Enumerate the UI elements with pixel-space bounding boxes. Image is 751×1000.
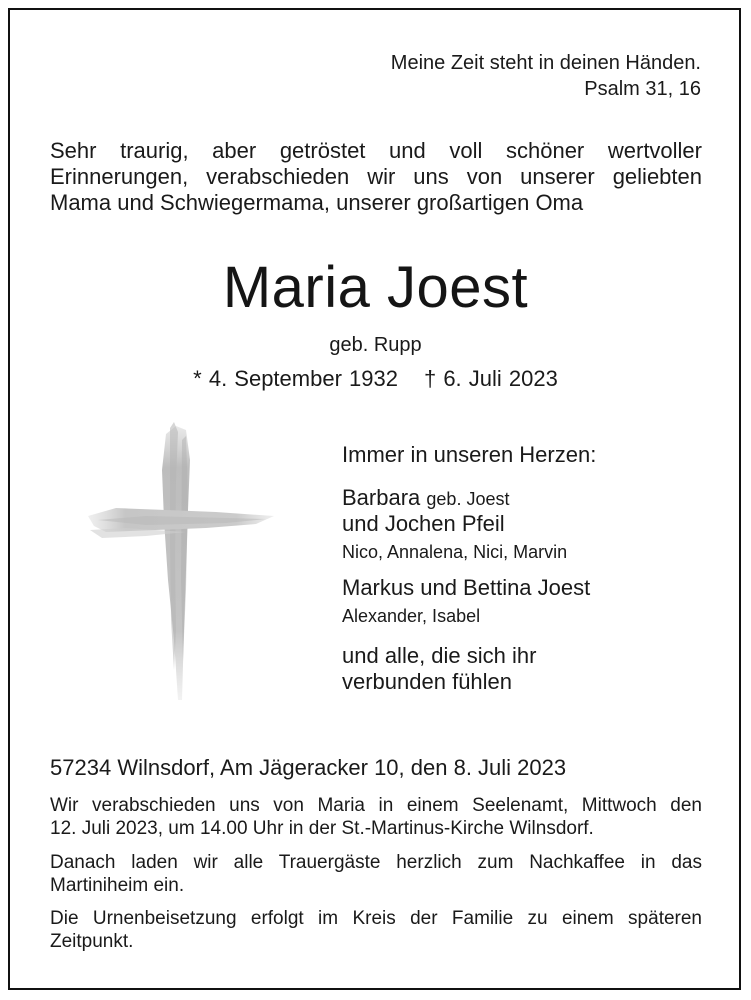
coffee-notice: [50, 851, 702, 897]
notice-line: Martiniheim ein.: [50, 875, 185, 896]
mourners-closing: verbunden fühlen: [342, 669, 513, 694]
mourner-children: Alexander, Isabel: [342, 606, 481, 626]
mourners-heading: Immer in unseren Herzen:: [342, 442, 597, 467]
notice-line: Zeitpunkt.: [50, 931, 134, 952]
life-dates: [0, 366, 751, 392]
urn-notice: [50, 907, 702, 953]
quote-text: Meine Zeit steht in deinen Händen.: [390, 52, 701, 74]
mourner-barbara: [342, 485, 509, 512]
service-notice: [50, 794, 702, 840]
mourner-partner: und Jochen Pfeil: [342, 511, 505, 536]
intro-text: [50, 138, 702, 216]
notice-line: Wir verabschieden uns von Maria in einem Seelenamt, Mittwoch den: [50, 795, 702, 816]
birth-date: * 4. September 1932: [193, 366, 398, 391]
mourner-birth-name: geb. Joest: [426, 489, 510, 509]
city: Wilnsdorf,: [117, 755, 216, 780]
deceased-name: Maria Joest: [222, 255, 529, 320]
notice-line: Danach laden wir alle Trauergäste herzlich zum Nachkaffee in das: [50, 852, 702, 873]
postcode: 57234: [50, 755, 112, 780]
birth-name: geb. Rupp: [329, 334, 422, 356]
address-line: [50, 754, 566, 782]
intro-line: Erinnerungen, verabschieden wir uns von unserer geliebten: [50, 164, 702, 189]
mourner-markus: Markus und Bettina Joest: [342, 575, 591, 600]
death-date: † 6. Juli 2023: [423, 366, 558, 391]
notice-line: Die Urnenbeisetzung erfolgt im Kreis der Familie zu einem späteren: [50, 908, 702, 929]
intro-line: Mama und Schwiegermama, unserer großartigen Oma: [50, 190, 584, 215]
notice-line: 12. Juli 2023, um 14.00 Uhr in der St.-Martinus-Kirche Wilnsdorf.: [50, 818, 594, 839]
intro-line: Sehr traurig, aber getröstet und voll schöner wertvoller: [50, 138, 702, 163]
quote-source: Psalm 31, 16: [584, 78, 701, 100]
cross-icon: [86, 420, 276, 702]
mourner-children: Nico, Annalena, Nici, Marvin: [342, 542, 568, 562]
mourners-closing: und alle, die sich ihr: [342, 643, 537, 668]
street-date: Am Jägeracker 10, den 8. Juli 2023: [220, 755, 567, 780]
mourner-name: Barbara: [342, 485, 421, 510]
